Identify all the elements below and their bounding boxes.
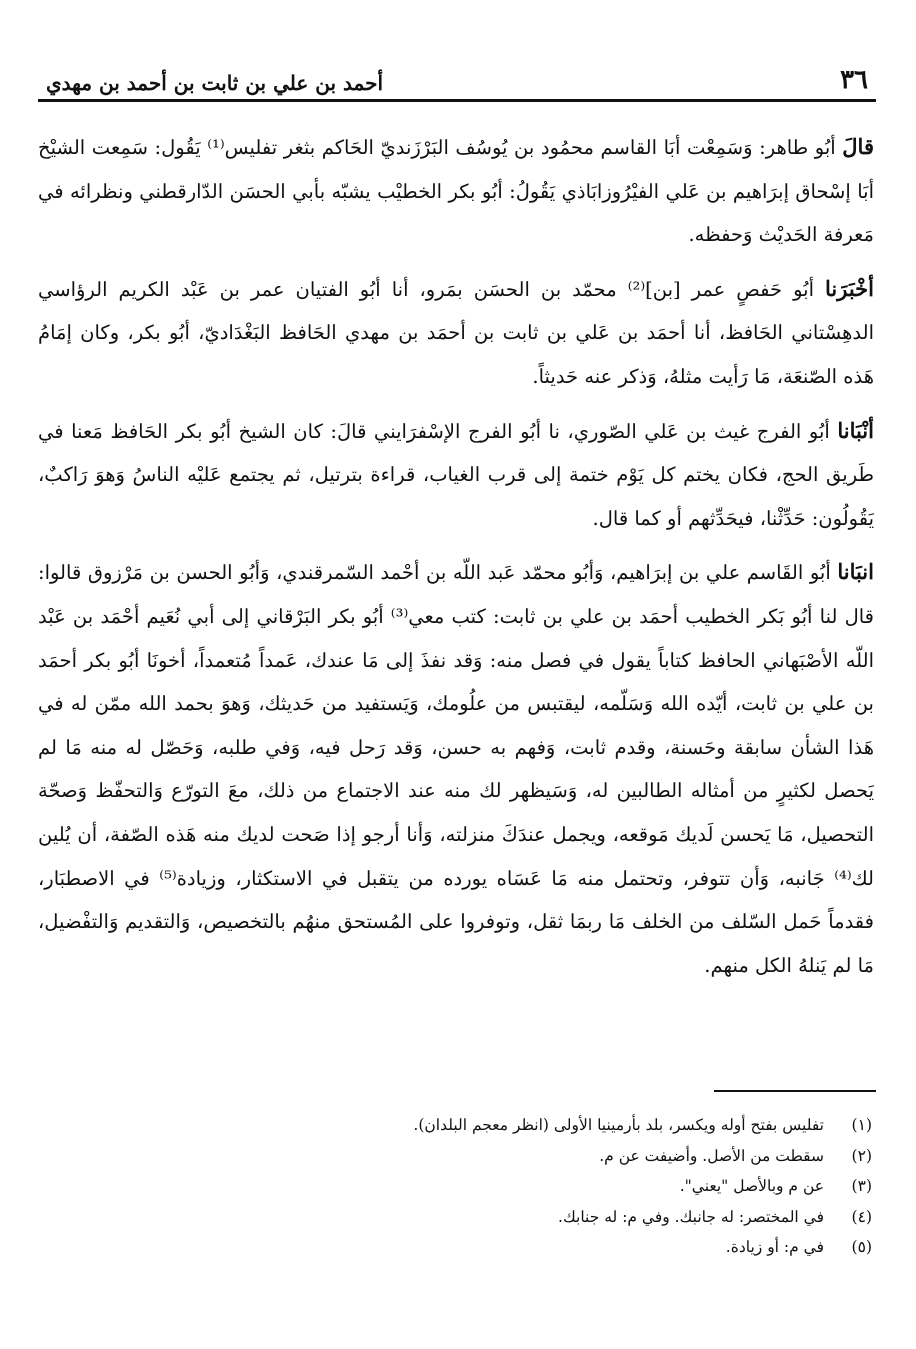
paragraph-lead-word: أخْبَرَنا <box>825 275 874 301</box>
paragraph <box>38 550 874 987</box>
paragraph-lead-word: أنْبَانا <box>837 417 874 443</box>
page-header <box>38 62 876 102</box>
footnote-text: عن م وبالأصل "يعني". <box>679 1177 824 1195</box>
footnote-divider <box>714 1090 876 1092</box>
running-head: أحمد بن علي بن ثابت بن أحمد بن مهدي <box>46 71 384 95</box>
footnote-text: في م: أو زيادة. <box>725 1238 824 1256</box>
footnote-number: (٣) <box>851 1177 872 1195</box>
footnotes <box>300 1110 872 1263</box>
paragraph-text: أبُو الفرج غيث بن عَلي الصّوري، نا أبُو الفرج الإسْفرَايني قالَ: كان الشيخ أبُو بكر الحَافظ مَعنا في طَريق الحج، فكان يختم كل يَوْم ختمة إلى قرب الغياب، قراءة بترتيل، ثم يجتمع عَليْه الناسُ وَهوَ رَاكبٌ، يَقُولُون: حَدِّثْنا، فيحَدِّثهم أو كما قال. <box>38 419 874 530</box>
footnote-item <box>300 1232 872 1263</box>
footnote-number: (٤) <box>851 1207 872 1226</box>
footnote-number: (١) <box>851 1116 872 1134</box>
paragraph-text: أبُو القَاسم علي بن إبرَاهيم، وَأبُو محمّد عَبد اللّه بن أحْمد السّمرقندي، وَأبُو الحسن بن مَرْزوق قالوا: قال لنا أبُو بَكر الخطيب أحمَد بن علي بن ثابت: كتب معي⁽³⁾ أبُو بكر البَرْقاني إلى أبي نُعَيم أحْمَد بن عَبْد اللّه الأصْبَهاني الحافظ كتاباً يقول في فصل منه: وَقد نفذَ إلى مَا عندك، عَمداً مُتعمداً، أخونَا أبُو بكر أحمَد بن علي بن ثابت، أيّده الله وَسَلّمه، ليقتبس من علُومك، وَيَستفيد من حَديثك، وَهوَ بحمد الله ممّن له في هَذا الشأن سابقة وحَسنة، وقدم ثابت، وَفهم به حسن، وَقد رَحل فيه، وَفي طلبه، وَحَصّل له منه مَا لم يَحصل لكثيرٍ من أمثاله الطالبين له، وَسَيظهر لك منه عند الاجتماع من ذلك، معَ التورّع وَالتحفّظ وَصحّة التحصيل، مَا يَحسن لَديك مَوقعه، ويجمل عندَكَ منزلته، وَأنا أرجو إذا صَحت لديك منه هَذه الصّفة، أن يُلين لك⁽⁴⁾ جَانبه، وَأن تتوفر، وتحتمل منه مَا عَسَاه يورده من يتقبل في الاستكثار، وزيادة⁽⁵⁾ في الاصطبَار، فقدماً حَمل السّلف من الخلف مَا ربمَا ثقل، وتوفروا على المُستحق منهُم بالتخصيص، وَالتقديم وَالتفْضيل، مَا لم يَنلهُ الكل منهم. <box>38 561 875 977</box>
footnote-item <box>300 1202 872 1233</box>
footnote-item <box>300 1110 872 1141</box>
paragraph <box>38 125 874 257</box>
footnote-item <box>300 1141 872 1172</box>
paragraph-lead-word: انبَانا <box>837 559 874 585</box>
paragraph <box>38 409 874 541</box>
paragraph-lead-word: قالَ <box>842 134 874 159</box>
body-text <box>38 125 874 997</box>
page-number: ٣٦ <box>840 65 868 95</box>
paragraph-text: أبُو طاهر: وَسَمِعْت أبَا القاسم محمُود بن يُوسُف البَرْزَنديّ الحَاكم بثغر تفليس⁽¹⁾ يَقُول: سَمِعت الشيْخ أبَا إسْحاق إبرَاهيم بن عَلي الفيْرُوزابَاذي يَقُولُ: أبُو بكر الخطيْب يشبّه بأبي الحسَن الدّارقطني ونظرائه في مَعرفة الحَديْث وَحفظه. <box>38 136 874 247</box>
footnote-number: (٢) <box>851 1146 872 1165</box>
footnote-number: (٥) <box>851 1238 872 1256</box>
footnote-text: في المختصر: له جانبك. وفي م: له جنابك. <box>558 1207 824 1226</box>
footnote-item <box>300 1171 872 1202</box>
paragraph <box>38 267 874 399</box>
footnote-text: سقطت من الأصل. وأضيفت عن م. <box>599 1146 824 1165</box>
footnote-text: تفليس بفتح أوله ويكسر، بلد بأرمينيا الأولى (انظر معجم البلدان). <box>413 1116 824 1134</box>
paragraph-text: أبُو حَفصٍ عمر [بن]⁽²⁾ محمّد بن الحسَن بمَرو، أنا أبُو الفتيان عمر بن عَبْد الكريم الرؤاسي الدهِسْتاني الحَافظ، أنا أحمَد بن عَلي بن ثابت بن أحمَد بن مهدي الحَافظ البَغْدَاديّ، أبُو بكر، وكان إمَامُ هَذه الصّنعَة، مَا رَأيت مثلهُ، وَذكر عنه حَديثاً. <box>38 277 874 388</box>
